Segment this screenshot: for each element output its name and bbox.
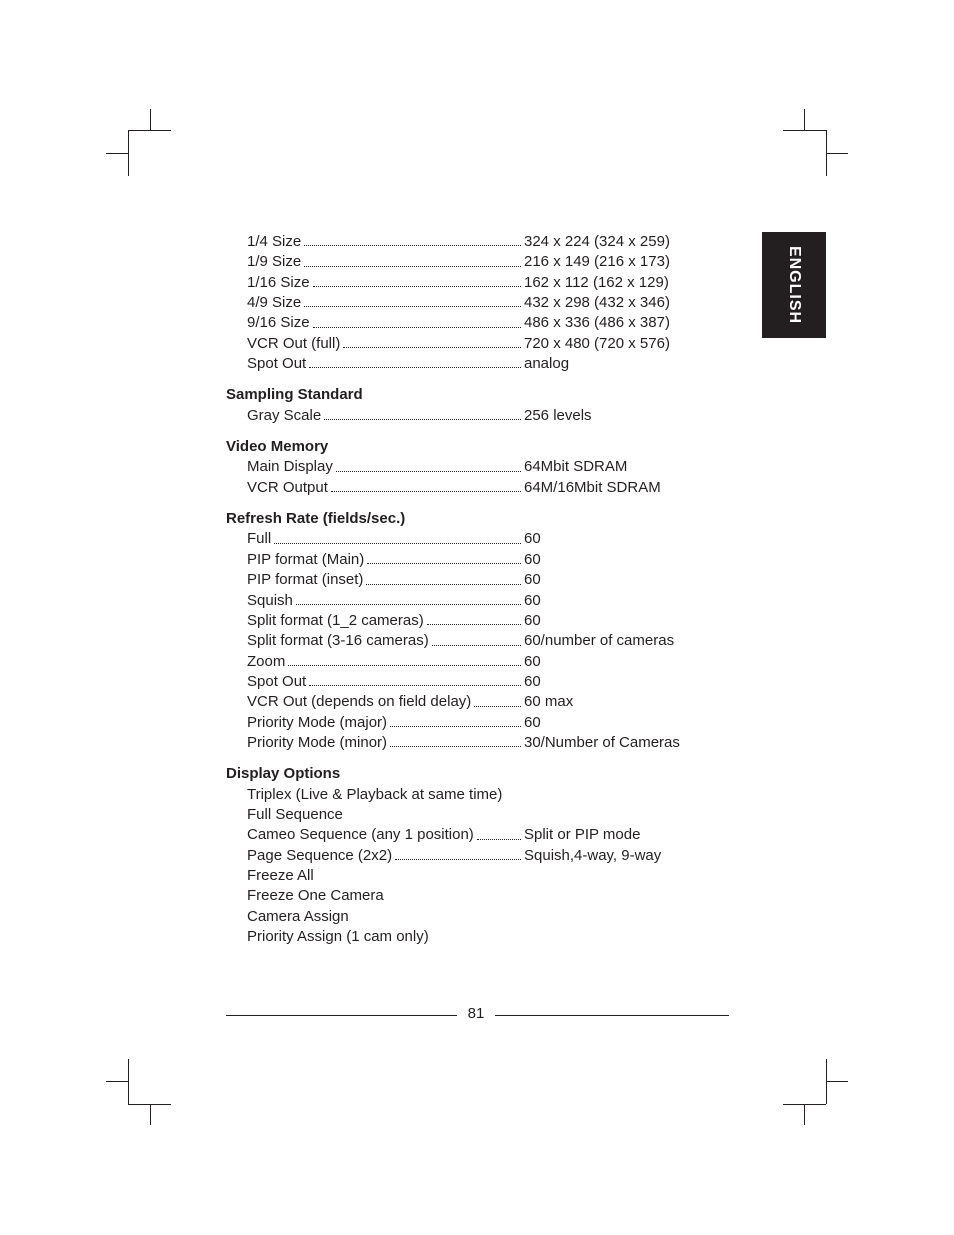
spec-label: VCR Output bbox=[247, 478, 328, 496]
dot-leader bbox=[274, 543, 521, 544]
spec-row bbox=[0, 252, 954, 272]
dot-leader bbox=[309, 367, 521, 368]
spec-value: 60 bbox=[524, 591, 541, 609]
spec-row bbox=[0, 529, 954, 549]
spec-label: VCR Out (full) bbox=[247, 334, 341, 352]
spec-label: 1/4 Size bbox=[247, 233, 302, 250]
spec-row bbox=[0, 866, 954, 886]
spec-row bbox=[0, 672, 954, 692]
dot-leader bbox=[343, 347, 521, 348]
dot-leader bbox=[390, 726, 521, 727]
spec-label: Freeze One Camera bbox=[247, 887, 384, 905]
spec-label: Page Sequence (2x2) bbox=[247, 846, 393, 864]
dot-leader bbox=[324, 419, 521, 420]
spec-row bbox=[0, 631, 954, 651]
dot-leader bbox=[477, 839, 521, 840]
spec-row bbox=[0, 313, 954, 333]
spec-label: 9/16 Size bbox=[247, 314, 310, 332]
footer-rule-right bbox=[495, 1015, 729, 1016]
spec-value: 60 bbox=[524, 652, 541, 670]
dot-leader bbox=[390, 746, 521, 747]
spec-label: PIP format (inset) bbox=[247, 571, 364, 589]
spec-row bbox=[0, 334, 954, 354]
spec-value: 60 bbox=[524, 530, 541, 548]
language-tab-label: ENGLISH bbox=[786, 245, 803, 325]
spec-row bbox=[0, 927, 954, 947]
dot-leader bbox=[427, 624, 521, 625]
spec-row bbox=[0, 733, 954, 753]
spec-label: Squish bbox=[247, 591, 293, 609]
spec-label: Spot Out bbox=[247, 672, 307, 690]
spec-label: Main Display bbox=[247, 458, 333, 476]
spec-row bbox=[0, 611, 954, 631]
spec-label: Priority Mode (minor) bbox=[247, 733, 388, 751]
dot-leader bbox=[367, 563, 521, 564]
spec-row bbox=[0, 692, 954, 712]
spec-value: 60/number of cameras bbox=[524, 632, 675, 650]
spec-value: 256 levels bbox=[524, 406, 592, 424]
spec-label: 1/9 Size bbox=[247, 253, 302, 271]
spec-value: 60 max bbox=[524, 693, 574, 711]
dot-leader bbox=[288, 665, 521, 666]
spec-value: 216 x 149 (216 x 173) bbox=[524, 253, 670, 271]
dot-leader bbox=[304, 245, 521, 246]
spec-row bbox=[0, 846, 954, 866]
spec-value: Split or PIP mode bbox=[524, 826, 641, 844]
spec-row bbox=[0, 550, 954, 570]
spec-row bbox=[0, 478, 954, 498]
spec-row bbox=[0, 785, 954, 805]
dot-leader bbox=[331, 491, 521, 492]
spec-label: 4/9 Size bbox=[247, 294, 302, 312]
spec-value: 60 bbox=[524, 550, 541, 568]
spec-value: 60 bbox=[524, 713, 541, 731]
dot-leader bbox=[336, 471, 521, 472]
spec-row bbox=[0, 886, 954, 906]
dot-leader bbox=[304, 266, 521, 267]
spec-row bbox=[0, 293, 954, 313]
spec-label: Zoom bbox=[247, 652, 286, 670]
section-heading: Refresh Rate (fields/sec.) bbox=[226, 510, 406, 528]
dot-leader bbox=[432, 645, 521, 646]
dot-leader bbox=[395, 859, 521, 860]
spec-label: PIP format (Main) bbox=[247, 550, 365, 568]
spec-value: 64Mbit SDRAM bbox=[524, 458, 628, 476]
spec-label: Split format (1_2 cameras) bbox=[247, 611, 424, 629]
spec-row bbox=[0, 805, 954, 825]
dot-leader bbox=[296, 604, 521, 605]
spec-value: 432 x 298 (432 x 346) bbox=[524, 294, 670, 312]
spec-label: Split format (3-16 cameras) bbox=[247, 632, 429, 650]
spec-row bbox=[0, 591, 954, 611]
section-heading: Video Memory bbox=[226, 438, 329, 456]
spec-row bbox=[0, 273, 954, 293]
spec-value: 60 bbox=[524, 571, 541, 589]
spec-value: analog bbox=[524, 355, 570, 373]
dot-leader bbox=[304, 306, 521, 307]
dot-leader bbox=[309, 685, 521, 686]
spec-label: Full bbox=[247, 530, 272, 548]
spec-row bbox=[0, 825, 954, 845]
spec-value: 162 x 112 (162 x 129) bbox=[524, 273, 669, 291]
spec-label: Spot Out bbox=[247, 355, 307, 373]
spec-label: Full Sequence bbox=[247, 805, 343, 823]
spec-row bbox=[0, 406, 954, 426]
spec-value: 486 x 336 (486 x 387) bbox=[524, 314, 670, 332]
spec-label: Cameo Sequence (any 1 position) bbox=[247, 826, 474, 844]
dot-leader bbox=[474, 706, 521, 707]
spec-row bbox=[0, 907, 954, 927]
spec-label: VCR Out (depends on field delay) bbox=[247, 693, 472, 711]
dot-leader bbox=[313, 286, 521, 287]
section-heading: Display Options bbox=[226, 765, 341, 783]
spec-label: 1/16 Size bbox=[247, 273, 310, 291]
footer-rule-left bbox=[226, 1015, 457, 1016]
spec-value: Squish,4-way, 9-way bbox=[524, 846, 662, 864]
spec-row bbox=[0, 570, 954, 590]
spec-label: Gray Scale bbox=[247, 406, 322, 424]
spec-row bbox=[0, 457, 954, 477]
spec-value: 720 x 480 (720 x 576) bbox=[524, 334, 670, 352]
spec-label: Freeze All bbox=[247, 866, 314, 884]
spec-value: 60 bbox=[524, 672, 541, 690]
spec-row bbox=[0, 354, 954, 374]
page-number: 81 bbox=[467, 1005, 485, 1022]
spec-value: 64M/16Mbit SDRAM bbox=[524, 478, 661, 496]
spec-row bbox=[0, 652, 954, 672]
spec-row bbox=[0, 232, 954, 252]
spec-label: Camera Assign bbox=[247, 907, 349, 925]
dot-leader bbox=[366, 584, 521, 585]
spec-value: 60 bbox=[524, 611, 541, 629]
dot-leader bbox=[313, 327, 521, 328]
spec-content bbox=[0, 232, 954, 947]
section-heading: Sampling Standard bbox=[226, 386, 363, 404]
spec-row bbox=[0, 713, 954, 733]
spec-label: Priority Mode (major) bbox=[247, 713, 388, 731]
spec-label: Triplex (Live & Playback at same time) bbox=[247, 785, 503, 803]
spec-value: 30/Number of Cameras bbox=[524, 733, 680, 751]
spec-label: Priority Assign (1 cam only) bbox=[247, 928, 429, 945]
spec-value: 324 x 224 (324 x 259) bbox=[524, 233, 670, 250]
